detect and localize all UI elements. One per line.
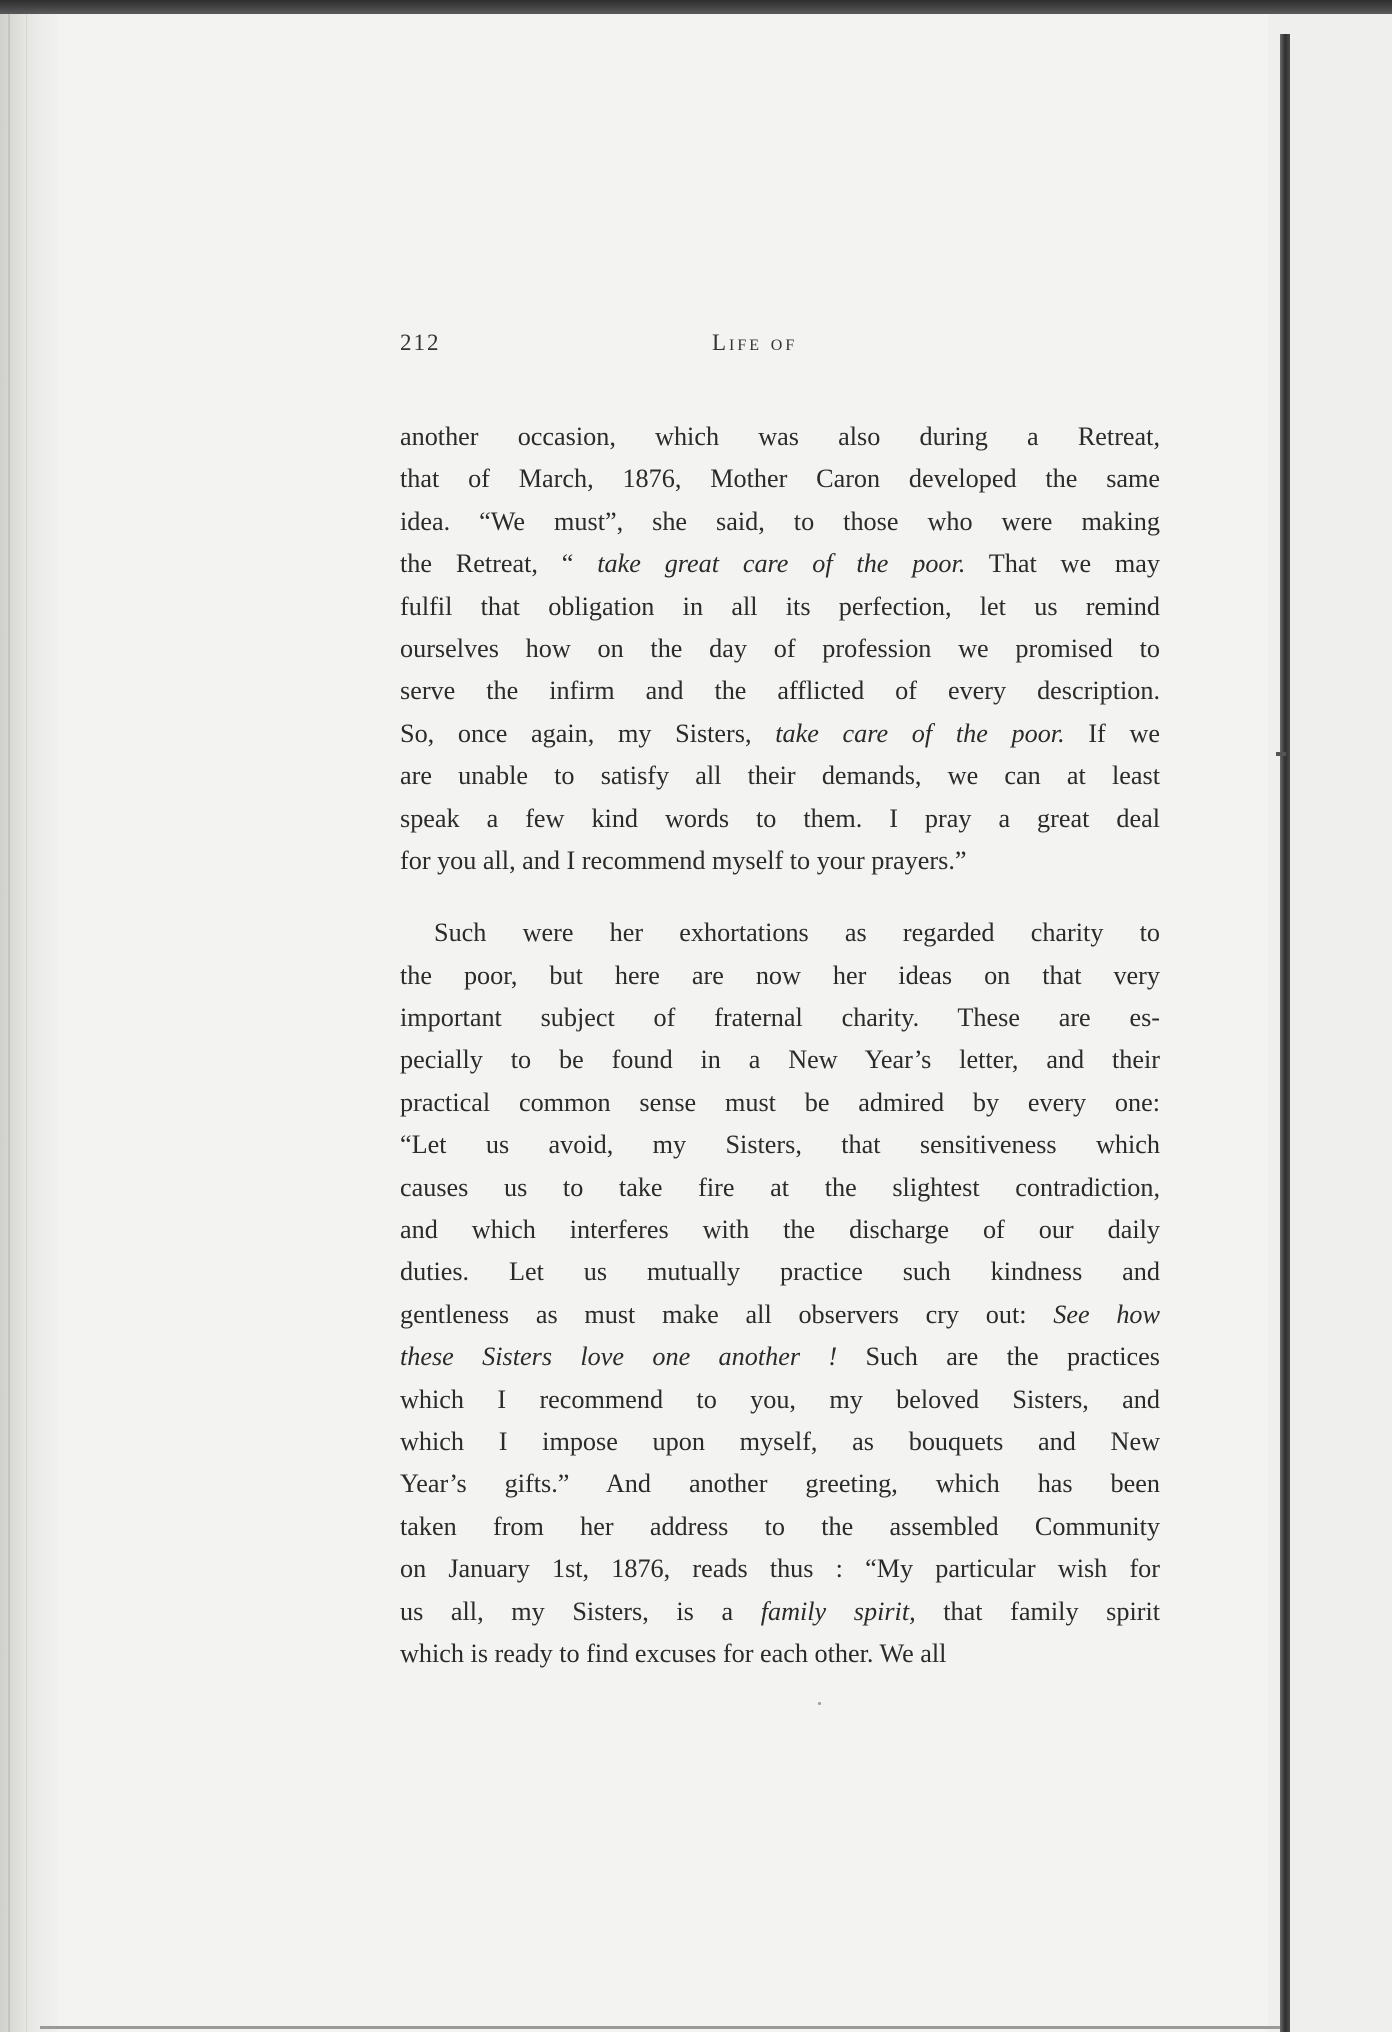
text-run: “Let us avoid, my Sisters, that sensitiveness which (400, 1130, 1160, 1160)
text-line (400, 1421, 1160, 1463)
paragraph-gap (400, 882, 1160, 912)
text-line (400, 1506, 1160, 1548)
text-run: pecially to be found in a New Year’s letter, and their (400, 1045, 1160, 1075)
text-line (400, 1251, 1160, 1293)
text-line (400, 1039, 1160, 1081)
page-header (400, 330, 1160, 370)
text-run: us all, my Sisters, is a (400, 1596, 761, 1626)
text-line (400, 1167, 1160, 1209)
text-run: the Retreat, “ (400, 549, 598, 579)
italic-phrase: family spirit, (760, 1596, 916, 1626)
text-run: So, once again, my Sisters, (400, 718, 776, 748)
text-run: duties. Let us mutually practice such kindness and (400, 1257, 1160, 1287)
running-head: Life of (712, 330, 798, 355)
text-run: Such are the practices (837, 1342, 1160, 1372)
text-line (400, 586, 1160, 628)
page-body (400, 330, 1160, 1675)
italic-phrase: take great care of the poor. (597, 549, 966, 579)
text-run: If we (1064, 718, 1161, 748)
text-run: That we may (965, 549, 1160, 579)
scan-top-border (0, 0, 1392, 14)
text-line (400, 1294, 1160, 1336)
text-line (400, 1209, 1160, 1251)
text-line (400, 628, 1160, 670)
text-line (400, 798, 1160, 840)
text-line (400, 1082, 1160, 1124)
edge-mark (1276, 752, 1286, 756)
text-run: speak a few kind words to them. I pray a great deal (400, 803, 1160, 833)
binding-gutter (0, 14, 58, 2032)
next-page-edge (1280, 34, 1290, 2032)
page-right-edge (1268, 14, 1392, 2032)
text-run: for you all, and I recommend myself to your prayers.” (400, 845, 967, 875)
text-run: the poor, but here are now her ideas on that very (400, 960, 1160, 990)
text-line (400, 458, 1160, 500)
text-run: on January 1st, 1876, reads thus : “My particular wish for (400, 1554, 1160, 1584)
text-run: ourselves how on the day of profession we promised to (400, 633, 1160, 663)
text-line (400, 543, 1160, 585)
text-line (400, 1548, 1160, 1590)
italic-phrase: these Sisters love one another ! (400, 1342, 838, 1372)
text-run: causes us to take fire at the slightest contradiction, (400, 1172, 1160, 1202)
text-run: and which interferes with the discharge of our daily (400, 1215, 1160, 1245)
text-line (400, 1336, 1160, 1378)
scan-bottom-border (40, 2026, 1280, 2029)
text-run: which I impose upon myself, as bouquets and New (400, 1426, 1160, 1456)
text-run: idea. “We must”, she said, to those who were making (400, 506, 1160, 536)
text-run: taken from her address to the assembled Community (400, 1511, 1160, 1541)
text-line (400, 840, 1160, 882)
text-line (400, 1633, 1160, 1675)
text-run: which is ready to find excuses for each other. We all (400, 1638, 947, 1668)
text-line (400, 912, 1160, 954)
text-line (400, 670, 1160, 712)
text-line (400, 501, 1160, 543)
text-run: Such were her exhortations as regarded charity to (434, 918, 1160, 948)
text-line (400, 1124, 1160, 1166)
text-run: another occasion, which was also during a Retreat, (400, 422, 1160, 451)
text-run: which I recommend to you, my beloved Sisters, and (400, 1384, 1160, 1414)
text-line (400, 1463, 1160, 1505)
paragraph-2 (400, 912, 1160, 1675)
paragraph-1 (400, 416, 1160, 882)
text-run: practical common sense must be admired by every one: (400, 1087, 1160, 1117)
text-line (400, 1591, 1160, 1633)
text-run: fulfil that obligation in all its perfection, let us remind (400, 591, 1160, 621)
page-number: 212 (400, 330, 441, 355)
text-line (400, 416, 1160, 458)
text-run: important subject of fraternal charity. These are es- (400, 1003, 1160, 1033)
text-line (400, 955, 1160, 997)
italic-phrase: take care of the poor. (775, 718, 1065, 748)
speck (818, 1702, 821, 1705)
text-run: serve the infirm and the afflicted of every description. (400, 676, 1160, 706)
text-run: Year’s gifts.” And another greeting, which has been (400, 1469, 1160, 1499)
text-run: that family spirit (915, 1596, 1160, 1626)
text-line (400, 755, 1160, 797)
text-line (400, 1379, 1160, 1421)
text-line (400, 997, 1160, 1039)
text-run: gentleness as must make all observers cry out: (400, 1299, 1054, 1329)
text-line (400, 713, 1160, 755)
italic-phrase: See how (1053, 1299, 1160, 1329)
text-run: are unable to satisfy all their demands, we can at least (400, 761, 1160, 791)
text-run: that of March, 1876, Mother Caron developed the same (400, 464, 1160, 494)
